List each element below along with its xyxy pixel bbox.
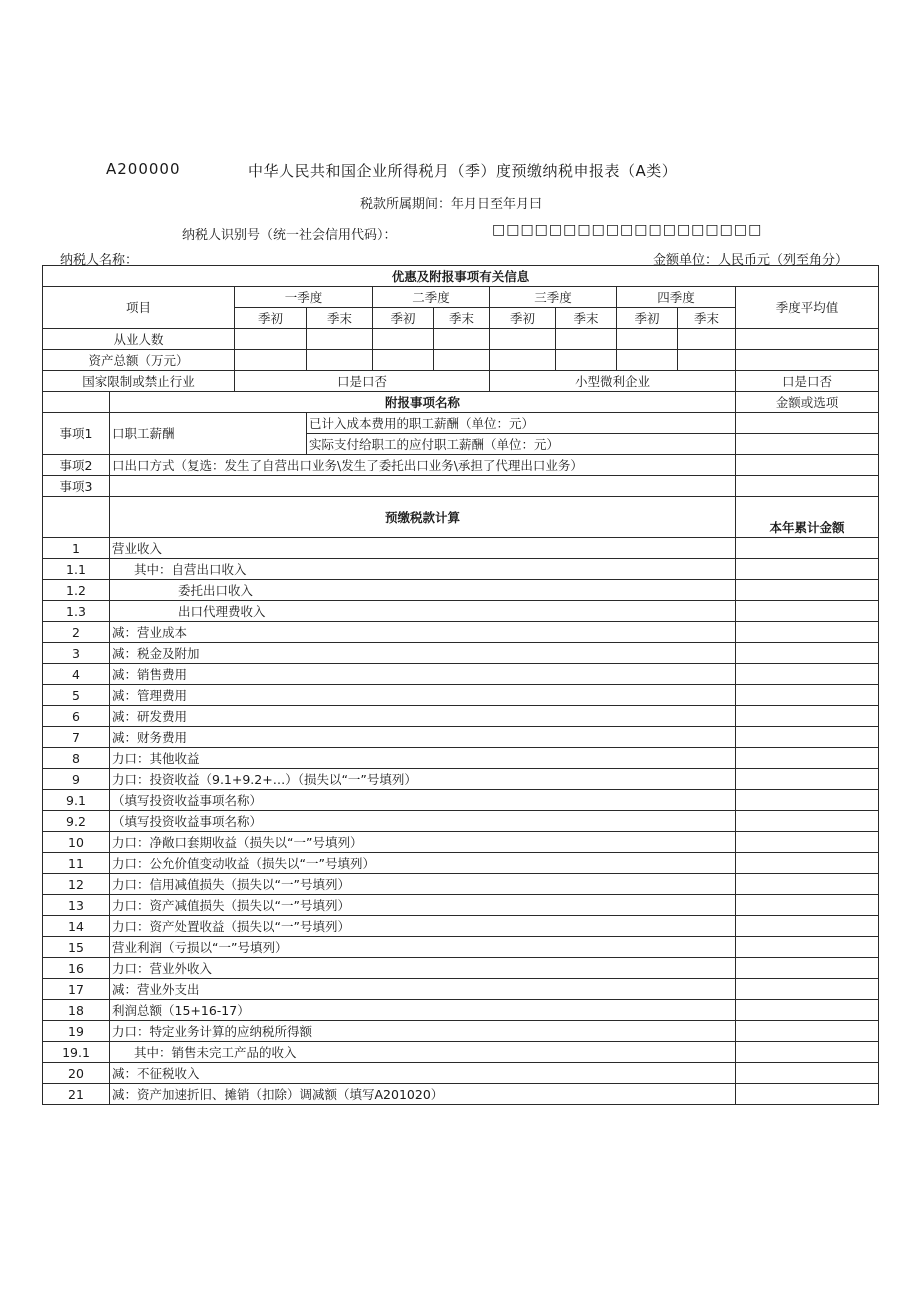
row-ytd-amount[interactable] (736, 832, 879, 853)
calc-row (43, 1042, 879, 1063)
taxpayer-id-label: 纳税人识别号（统一社会信用代码）： (182, 228, 397, 243)
calc-row (43, 538, 879, 559)
row-number: 9 (43, 769, 110, 790)
small-enterprise-choice[interactable]: 口是口否 (736, 371, 879, 392)
amount-or-option-header: 金额或选项 (736, 392, 879, 413)
restricted-industry-choice[interactable]: 口是口否 (235, 371, 490, 392)
section2-title: 附报事项名称 (110, 392, 736, 413)
row-number: 8 (43, 748, 110, 769)
item1-sub2-label: 实际支付给职工的应付职工薪酬（单位：元） (307, 434, 736, 455)
assets-q3-end[interactable] (556, 350, 617, 371)
row-ytd-amount[interactable] (736, 664, 879, 685)
row-description: 力口：营业外收入 (110, 958, 736, 979)
row-description: 营业利润（亏损以“一”号填列） (110, 937, 736, 958)
row-description: 减：税金及附加 (110, 643, 736, 664)
item3-value[interactable] (736, 476, 879, 497)
calc-row (43, 706, 879, 727)
calc-row (43, 937, 879, 958)
section-additional-items (43, 392, 879, 497)
row-ytd-amount[interactable] (736, 1021, 879, 1042)
row-number: 20 (43, 1063, 110, 1084)
row-number: 3 (43, 643, 110, 664)
assets-q2-begin[interactable] (373, 350, 434, 371)
row-description: 减：研发费用 (110, 706, 736, 727)
row-ytd-amount[interactable] (736, 769, 879, 790)
calc-row (43, 601, 879, 622)
calc-row (43, 1021, 879, 1042)
calc-row (43, 958, 879, 979)
row-description: 力口：公允价值变动收益（损失以“一”号填列） (110, 853, 736, 874)
row-description: 营业收入 (110, 538, 736, 559)
row-description: （填写投资收益事项名称） (110, 790, 736, 811)
assets-q4-begin[interactable] (617, 350, 678, 371)
row-description: 减：营业成本 (110, 622, 736, 643)
item1-sub2-value[interactable] (736, 434, 879, 455)
row-ytd-amount[interactable] (736, 1063, 879, 1084)
assets-average[interactable] (736, 350, 879, 371)
row-number: 9.1 (43, 790, 110, 811)
q2-end-header: 季末 (434, 308, 490, 329)
row-description: （填写投资收益事项名称） (110, 811, 736, 832)
row-ytd-amount[interactable] (736, 811, 879, 832)
assets-q4-end[interactable] (678, 350, 736, 371)
row-ytd-amount[interactable] (736, 937, 879, 958)
row-number: 7 (43, 727, 110, 748)
assets-row (43, 350, 879, 371)
amount-unit: 金额单位：人民币元（列至角分） (653, 253, 849, 268)
item2-label: 事项2 (43, 455, 110, 476)
row-ytd-amount[interactable] (736, 979, 879, 1000)
employees-q2-begin[interactable] (373, 329, 434, 350)
q1-end-header: 季末 (307, 308, 373, 329)
row-number: 9.2 (43, 811, 110, 832)
item1-sub1-label: 已计入成本费用的职工薪酬（单位：元） (307, 413, 736, 434)
row-description: 减：资产加速折旧、摊销（扣除）调减额（填写A201020） (110, 1084, 736, 1105)
row-number: 1.2 (43, 580, 110, 601)
employees-q3-end[interactable] (556, 329, 617, 350)
employees-q3-begin[interactable] (490, 329, 556, 350)
employees-row (43, 329, 879, 350)
quarter-2-header: 二季度 (373, 287, 490, 308)
row-number: 5 (43, 685, 110, 706)
row-description: 出口代理费收入 (110, 601, 736, 622)
assets-q1-end[interactable] (307, 350, 373, 371)
calc-row (43, 727, 879, 748)
item1-name[interactable]: 口职工薪酬 (110, 413, 307, 455)
quarter-1-header: 一季度 (235, 287, 373, 308)
section2-spacer (43, 392, 110, 413)
q4-begin-header: 季初 (617, 308, 678, 329)
calc-row (43, 769, 879, 790)
row-ytd-amount[interactable] (736, 580, 879, 601)
q1-begin-header: 季初 (235, 308, 307, 329)
calc-row (43, 685, 879, 706)
row-ytd-amount[interactable] (736, 643, 879, 664)
item2-name[interactable]: 口出口方式（复选：发生了自营出口业务\发生了委托出口业务\承担了代理出口业务） (110, 455, 736, 476)
row-ytd-amount[interactable] (736, 853, 879, 874)
calc-row (43, 1000, 879, 1021)
row-description: 其中：自营出口收入 (110, 559, 736, 580)
row-description: 减：销售费用 (110, 664, 736, 685)
row-number: 10 (43, 832, 110, 853)
section3-title: 预缴税款计算 (110, 497, 736, 538)
calc-row (43, 790, 879, 811)
employees-q1-end[interactable] (307, 329, 373, 350)
q3-begin-header: 季初 (490, 308, 556, 329)
row-ytd-amount[interactable] (736, 559, 879, 580)
item3-label: 事项3 (43, 476, 110, 497)
row-ytd-amount[interactable] (736, 916, 879, 937)
row-ytd-amount[interactable] (736, 685, 879, 706)
quarter-average-header: 季度平均值 (736, 287, 879, 329)
row-ytd-amount[interactable] (736, 1042, 879, 1063)
item-header: 项目 (43, 287, 235, 329)
row-description: 减：管理费用 (110, 685, 736, 706)
row-number: 1 (43, 538, 110, 559)
row-description: 委托出口收入 (110, 580, 736, 601)
calc-row (43, 832, 879, 853)
restricted-industry-label: 国家限制或禁止行业 (43, 371, 235, 392)
calc-row (43, 811, 879, 832)
row-number: 12 (43, 874, 110, 895)
industry-row (43, 371, 879, 392)
row-number: 2 (43, 622, 110, 643)
taxpayer-id-boxes[interactable]: □□□□□□□□□□□□□□□□□□□ (492, 222, 763, 238)
item1-label: 事项1 (43, 413, 110, 455)
calc-row (43, 979, 879, 1000)
ytd-amount-header: 本年累计金额 (736, 497, 879, 538)
row-description: 利润总额（15+16-17） (110, 1000, 736, 1021)
row-description: 减：不征税收入 (110, 1063, 736, 1084)
row-number: 15 (43, 937, 110, 958)
row-description: 力口：净敞口套期收益（损失以“一”号填列） (110, 832, 736, 853)
item2-value[interactable] (736, 455, 879, 476)
employees-label: 从业人数 (43, 329, 235, 350)
row-number: 19 (43, 1021, 110, 1042)
row-description: 减：财务费用 (110, 727, 736, 748)
assets-q2-end[interactable] (434, 350, 490, 371)
calc-row (43, 622, 879, 643)
section3-spacer (43, 497, 110, 538)
row-ytd-amount[interactable] (736, 895, 879, 916)
row-number: 6 (43, 706, 110, 727)
q2-begin-header: 季初 (373, 308, 434, 329)
section-prepaid-tax-calculation (43, 497, 879, 1105)
quarter-3-header: 三季度 (490, 287, 617, 308)
row-number: 16 (43, 958, 110, 979)
section-preferential-info (43, 266, 879, 392)
row-number: 14 (43, 916, 110, 937)
row-description: 力口：资产减值损失（损失以“一”号填列） (110, 895, 736, 916)
row-number: 19.1 (43, 1042, 110, 1063)
row-number: 21 (43, 1084, 110, 1105)
row-ytd-amount[interactable] (736, 538, 879, 559)
form-title: 中华人民共和国企业所得税月（季）度预缴纳税申报表（A类） (248, 162, 678, 180)
quarter-4-header: 四季度 (617, 287, 736, 308)
declaration-table (42, 265, 879, 1105)
row-number: 13 (43, 895, 110, 916)
row-number: 4 (43, 664, 110, 685)
calc-row (43, 853, 879, 874)
q3-end-header: 季末 (556, 308, 617, 329)
row-ytd-amount[interactable] (736, 1000, 879, 1021)
row-number: 17 (43, 979, 110, 1000)
row-number: 1.1 (43, 559, 110, 580)
row-number: 11 (43, 853, 110, 874)
calc-row (43, 748, 879, 769)
employees-average[interactable] (736, 329, 879, 350)
row-description: 力口：资产处置收益（损失以“一”号填列） (110, 916, 736, 937)
row-ytd-amount[interactable] (736, 958, 879, 979)
row-number: 18 (43, 1000, 110, 1021)
row-ytd-amount[interactable] (736, 790, 879, 811)
calc-row (43, 916, 879, 937)
row-ytd-amount[interactable] (736, 748, 879, 769)
row-description: 力口：信用减值损失（损失以“一”号填列） (110, 874, 736, 895)
section1-title: 优惠及附报事项有关信息 (43, 266, 879, 287)
q4-end-header: 季末 (678, 308, 736, 329)
employees-q4-end[interactable] (678, 329, 736, 350)
employees-q2-end[interactable] (434, 329, 490, 350)
small-enterprise-label: 小型微利企业 (490, 371, 736, 392)
calc-row (43, 1084, 879, 1105)
row-ytd-amount[interactable] (736, 622, 879, 643)
assets-label: 资产总额（万元） (43, 350, 235, 371)
employees-q4-begin[interactable] (617, 329, 678, 350)
item3-name[interactable] (110, 476, 736, 497)
calc-row (43, 559, 879, 580)
calc-row (43, 580, 879, 601)
row-ytd-amount[interactable] (736, 1084, 879, 1105)
row-description: 力口：其他收益 (110, 748, 736, 769)
row-description: 减：营业外支出 (110, 979, 736, 1000)
row-ytd-amount[interactable] (736, 874, 879, 895)
row-description: 力口：特定业务计算的应纳税所得额 (110, 1021, 736, 1042)
tax-period: 税款所属期间：年月日至年月曰 (360, 197, 543, 212)
assets-q1-begin[interactable] (235, 350, 307, 371)
calc-row (43, 895, 879, 916)
row-ytd-amount[interactable] (736, 706, 879, 727)
item1-sub1-value[interactable] (736, 413, 879, 434)
form-code: A200000 (106, 160, 181, 178)
row-number: 1.3 (43, 601, 110, 622)
row-ytd-amount[interactable] (736, 727, 879, 748)
calc-row (43, 643, 879, 664)
row-description: 其中：销售未完工产品的收入 (110, 1042, 736, 1063)
calc-row (43, 874, 879, 895)
assets-q3-begin[interactable] (490, 350, 556, 371)
row-description: 力口：投资收益（9.1+9.2+…）（损失以“一”号填列） (110, 769, 736, 790)
taxpayer-name-label: 纳税人名称： (60, 253, 139, 268)
row-ytd-amount[interactable] (736, 601, 879, 622)
calc-row (43, 1063, 879, 1084)
calc-row (43, 664, 879, 685)
employees-q1-begin[interactable] (235, 329, 307, 350)
